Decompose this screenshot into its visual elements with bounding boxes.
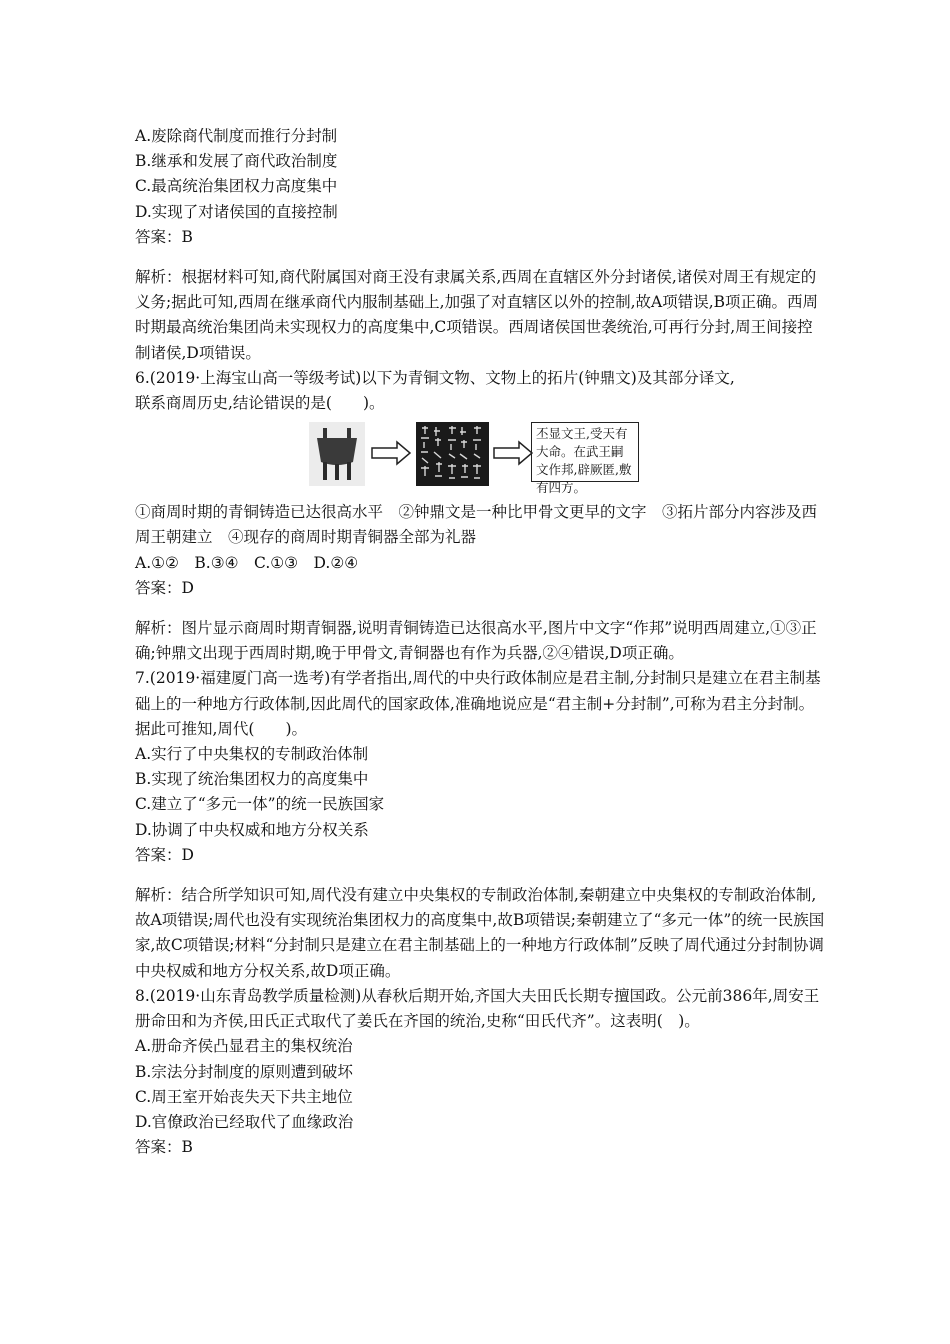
q8-option-a: A.册命齐侯凸显君主的集权统治 (135, 1037, 353, 1056)
q5-option-a: A.废除商代制度而推行分封制 (135, 127, 338, 145)
q8-option-d: D.官僚政治已经取代了血缘政治 (135, 1112, 354, 1131)
q5-option-b: B.继承和发展了商代政治制度 (135, 152, 338, 171)
q5-option-d: D.实现了对诸侯国的直接控制 (135, 202, 338, 221)
q7-answer: 答案：D (135, 845, 194, 864)
arrow-right-icon (493, 440, 533, 470)
q8-options (135, 1034, 825, 1135)
q8-answer: 答案：B (135, 1138, 193, 1157)
q7-option-c: C.建立了“多元一体”的统一民族国家 (135, 795, 385, 814)
q6-answer: 答案：D (135, 578, 194, 597)
exam-page (135, 124, 825, 1160)
q5-option-c: C.最高统治集团权力高度集中 (135, 177, 338, 196)
q7-analysis: 解析：结合所学知识可知,周代没有建立中央集权的专制政治体制,秦朝建立中央集权的专制政治体制,故A项错误;周代也没有实现统治集团权力的高度集中,故B项错误;秦朝建立了“多元一体”的统一民族国家,故C项错误;材料“分封制只是建立在君主制基础上的一种地方行政体制”反映了周代通过分封制协调中央权威和地方分权关系,故D项正确。 (135, 886, 825, 980)
q6-analysis: 解析：图片显示商周时期青铜器,说明青铜铸造已达很高水平,图片中文字“作邦”说明西周建立,①③正确;钟鼎文出现于西周时期,晚于甲骨文,青铜器也有作为兵器,②④错误,D项正确。 (135, 619, 817, 663)
q8-option-b: B.宗法分封制度的原则遭到破坏 (135, 1062, 353, 1081)
q7-option-d: D.协调了中央权威和地方分权关系 (135, 820, 369, 839)
inscription-rubbing-image (416, 422, 489, 486)
q6-figure (135, 422, 825, 496)
translation-box: 丕显文王,受天有大命。在武王嗣文作邦,辟厥匿,敷有四方。 (531, 422, 639, 482)
q5-answer: 答案：B (135, 227, 193, 246)
q8-stem: 8.(2019·山东青岛教学质量检测)从春秋后期开始,齐国大夫田氏长期专擅国政。公元前386年,周安王册命田和为齐侯,田氏正式取代了姜氏在齐国的统治,史称“田氏代齐”。这表明( )。 (135, 986, 820, 1031)
q6-stem-line1: 6.(2019·上海宝山高一等级考试)以下为青铜文物、文物上的拓片(钟鼎文)及其部分译文, (135, 368, 735, 387)
arrow-right-icon (371, 440, 411, 470)
q7-options (135, 742, 825, 843)
q5-analysis: 解析：根据材料可知,商代附属国对商王没有隶属关系,西周在直辖区外分封诸侯,诸侯对周王有规定的义务;据此可知,西周在继承商代内服制基础上,加强了对直辖区以外的控制,故A项错误,B项正确。西周时期最高统治集团尚未实现权力的高度集中,C项错误。西周诸侯国世袭统治,可再行分封,周王间接控制诸侯,D项错误。 (135, 268, 819, 362)
q7-stem: 7.(2019·福建厦门高一选考)有学者指出,周代的中央行政体制应是君主制,分封制只是建立在君主制基础上的一种地方行政体制,因此周代的国家政体,准确地说应是“君主制+分封制”,可称为君主分封制。据此可推知,周代( )。 (135, 669, 821, 738)
q8-option-c: C.周王室开始丧失天下共主地位 (135, 1087, 353, 1106)
q6-statements: ①商周时期的青铜铸造已达很高水平 ②钟鼎文是一种比甲骨文更早的文字 ③拓片部分内容涉及西周王朝建立 ④现存的商周时期青铜器全部为礼器 (135, 503, 818, 547)
q6-stem-line2: 联系商周历史,结论错误的是( )。 (135, 394, 385, 413)
q5-options (135, 124, 825, 225)
bronze-ding-image (309, 422, 365, 486)
q7-option-b: B.实现了统治集团权力的高度集中 (135, 770, 369, 789)
q7-option-a: A.实行了中央集权的专制政治体制 (135, 745, 369, 764)
q6-options: A.①② B.③④ C.①③ D.②④ (135, 553, 359, 572)
